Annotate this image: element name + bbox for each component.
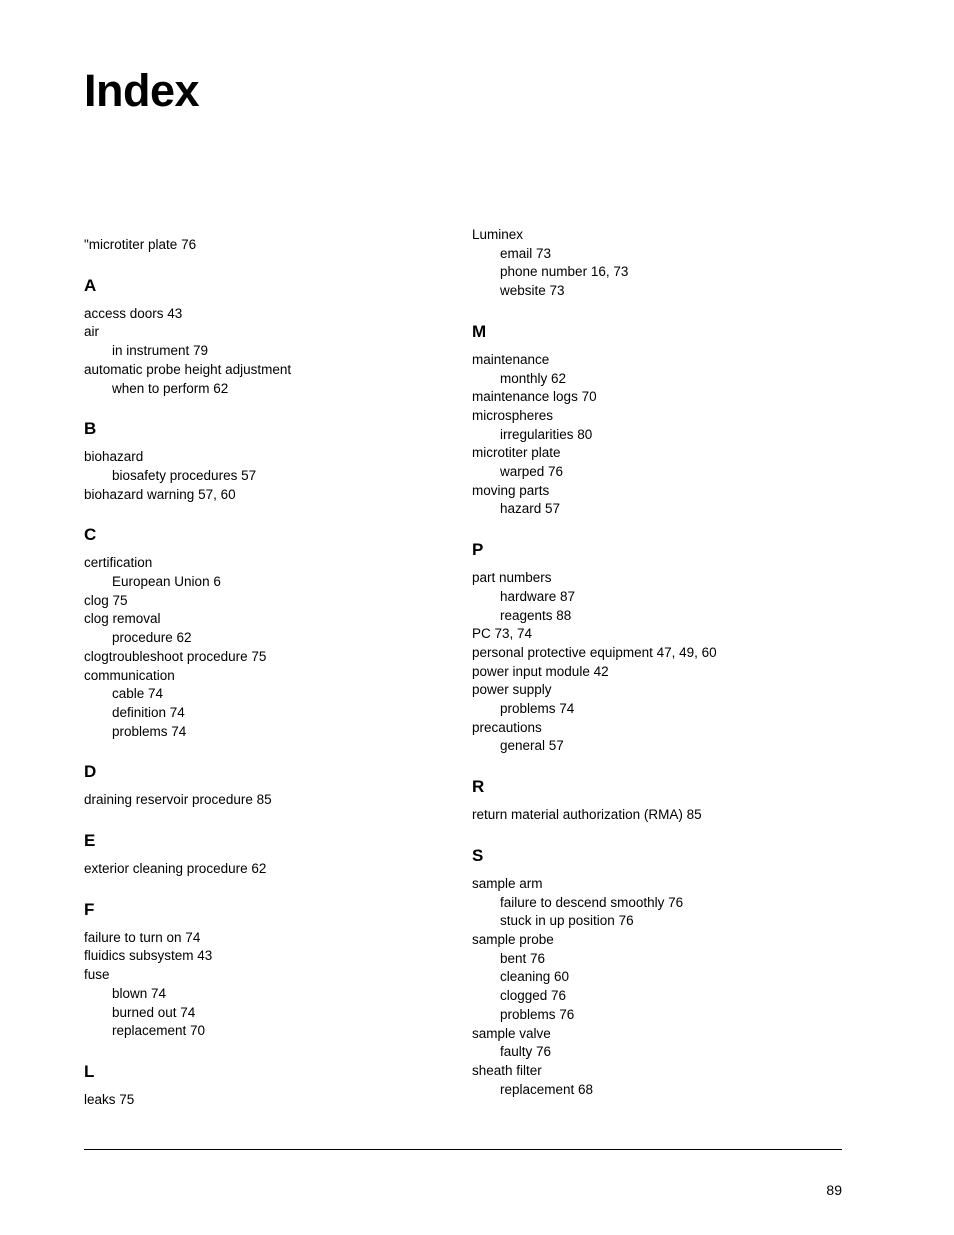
index-subentry: cable 74 [112,686,164,702]
index-entry: moving parts [472,482,550,498]
index-subentry: hardware 87 [500,588,576,604]
index-subentry: definition 74 [112,704,185,720]
index-entry: automatic probe height adjustment [84,361,292,377]
section-letter: C [84,525,97,545]
index-entry: sample arm [472,875,543,891]
index-entry: communication [84,667,175,683]
index-subentry: when to perform 62 [112,380,229,396]
index-entry: maintenance logs 70 [472,389,597,405]
index-subentry: burned out 74 [112,1004,196,1020]
index-entry: sample probe [472,931,554,947]
index-column-left [84,236,454,1110]
index-subentry: bent 76 [500,950,546,966]
section-letter: F [84,899,95,919]
index-entry: return material authorization (RMA) 85 [472,807,702,823]
section-letter: L [84,1061,95,1081]
index-subentry: faulty 76 [500,1044,552,1060]
section-letter: E [84,831,96,851]
index-subentry: reagents 88 [500,607,572,623]
section-letter: R [472,777,485,797]
section-letter: M [472,321,487,341]
index-subentry: warped 76 [500,464,564,480]
index-subentry: general 57 [500,738,564,754]
index-entry: precautions [472,719,542,735]
page-title: Index [84,65,200,116]
index-entry: power input module 42 [472,663,609,679]
index-subentry: problems 74 [500,701,575,717]
section-letter: B [84,419,97,439]
index-entry: certification [84,555,153,571]
index-subentry: monthly 62 [500,370,567,386]
index-subentry: stuck in up position 76 [500,913,634,929]
index-subentry: phone number 16, 73 [500,264,629,280]
index-subentry: European Union 6 [112,574,221,590]
index-subentry: replacement 70 [112,1023,206,1039]
index-entry: "microtiter plate 76 [84,237,197,252]
index-entry: microtiter plate [472,445,561,461]
index-entry: PC 73, 74 [472,626,533,642]
index-subentry: problems 76 [500,1006,575,1022]
index-entry: microspheres [472,407,554,423]
footer-rule [84,1149,842,1150]
index-entry: air [84,324,100,340]
index-entry: maintenance [472,351,550,367]
index-subentry: replacement 68 [500,1081,594,1097]
index-entry: draining reservoir procedure 85 [84,792,272,808]
index-column-right [472,226,842,1099]
index-subentry: irregularities 80 [500,426,593,442]
index-subentry: website 73 [500,283,565,299]
index-entry: sheath filter [472,1062,542,1078]
index-entry: biohazard warning 57, 60 [84,486,236,502]
index-subentry: procedure 62 [112,630,192,646]
index-entry: part numbers [472,570,552,586]
section-letter: P [472,540,484,560]
section-letter: D [84,762,97,782]
index-subentry: biosafety procedures 57 [112,467,257,483]
index-entry: fuse [84,967,110,983]
section-letter: A [84,275,97,295]
index-entry: leaks 75 [84,1091,135,1107]
index-entry: personal protective equipment 47, 49, 60 [472,644,717,660]
index-subentry: cleaning 60 [500,969,570,985]
index-entry: fluidics subsystem 43 [84,948,213,964]
index-entry: failure to turn on 74 [84,929,201,945]
index-subentry: email 73 [500,245,552,261]
index-entry: clog 75 [84,592,128,608]
index-subentry: clogged 76 [500,988,567,1004]
index-entry: Luminex [472,227,524,242]
index-subentry: hazard 57 [500,501,561,517]
index-entry: clog removal [84,611,161,627]
index-entry: sample valve [472,1025,551,1041]
page-number: 89 [826,1182,842,1198]
index-subentry: blown 74 [112,985,167,1001]
section-letter: S [472,845,484,865]
index-entry: access doors 43 [84,305,183,321]
index-entry: biohazard [84,449,144,465]
index-entry: power supply [472,682,552,698]
index-subentry: in instrument 79 [112,343,209,359]
index-entry: clogtroubleshoot procedure 75 [84,648,267,664]
index-entry: exterior cleaning procedure 62 [84,861,267,877]
index-subentry: failure to descend smoothly 76 [500,894,684,910]
index-subentry: problems 74 [112,723,187,739]
